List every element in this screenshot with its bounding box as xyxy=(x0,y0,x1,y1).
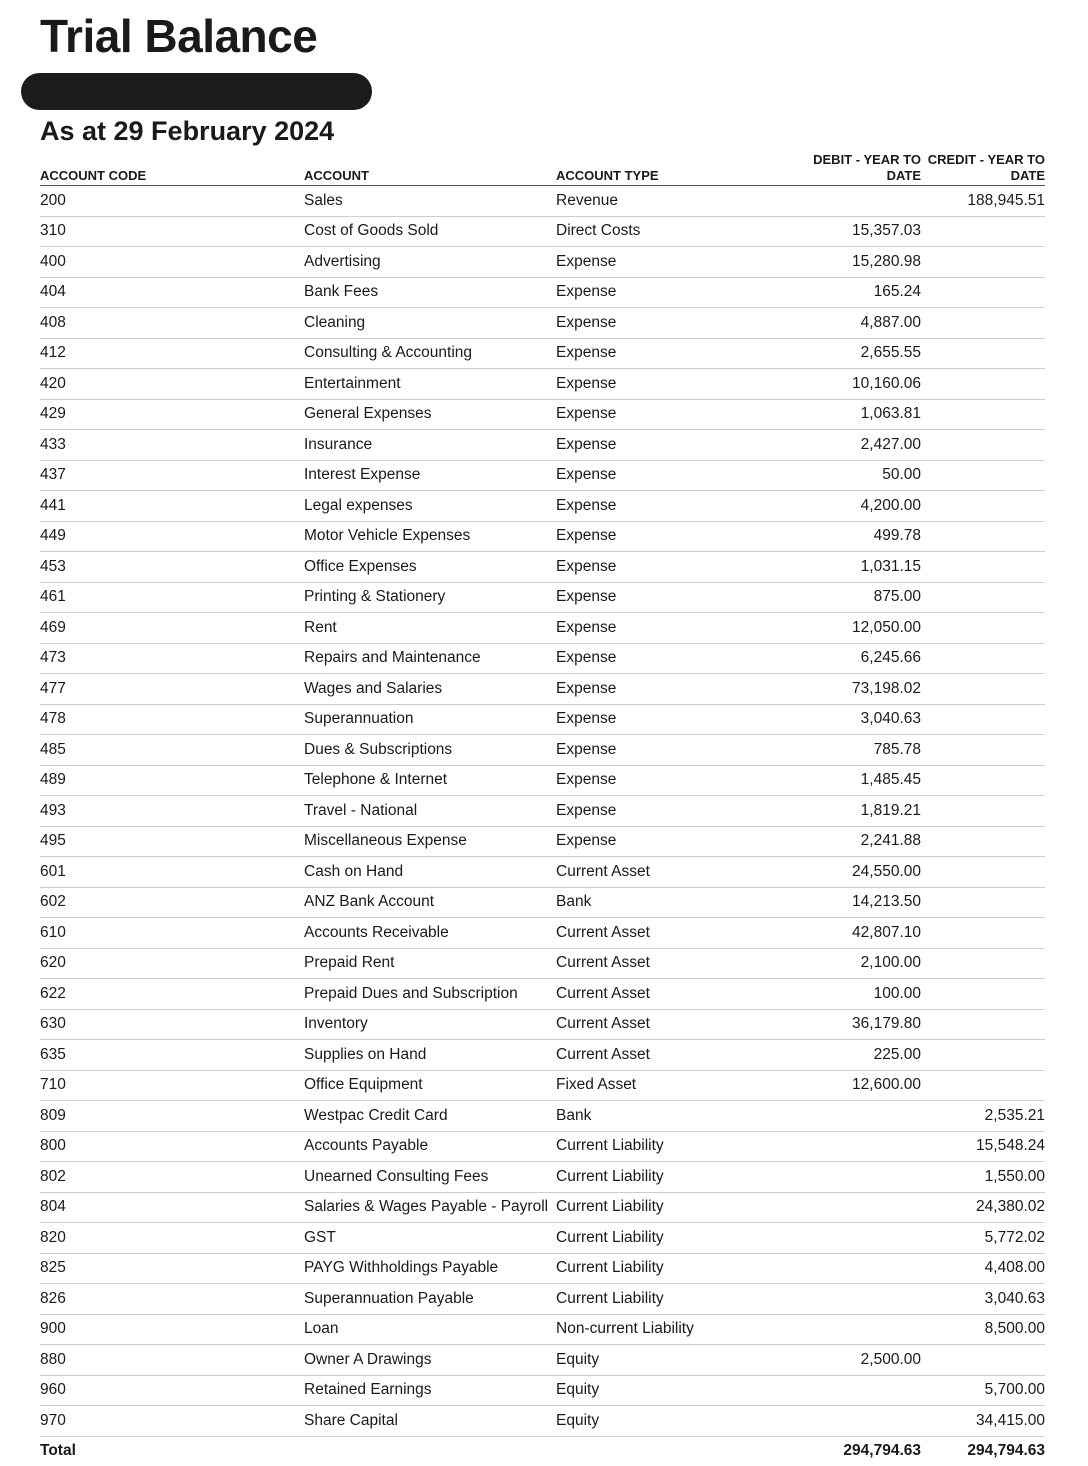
debit-cell: 2,241.88 xyxy=(752,826,921,857)
credit-cell xyxy=(921,521,1045,552)
account-name-cell: GST xyxy=(304,1223,556,1254)
column-header-account-code: ACCOUNT CODE xyxy=(40,148,304,186)
debit-cell xyxy=(752,1284,921,1315)
table-row xyxy=(40,857,1045,888)
account-type-cell: Expense xyxy=(556,582,752,613)
debit-cell: 3,040.63 xyxy=(752,704,921,735)
account-code-cell: 601 xyxy=(40,857,304,888)
debit-cell xyxy=(752,1375,921,1406)
debit-cell: 15,280.98 xyxy=(752,247,921,278)
account-type-cell: Bank xyxy=(556,887,752,918)
account-code-cell: 200 xyxy=(40,186,304,217)
page-title: Trial Balance xyxy=(40,10,318,62)
account-name-cell: Accounts Payable xyxy=(304,1131,556,1162)
table-row xyxy=(40,1375,1045,1406)
account-type-cell: Expense xyxy=(556,735,752,766)
table-row xyxy=(40,796,1045,827)
debit-cell: 42,807.10 xyxy=(752,918,921,949)
account-code-cell: 800 xyxy=(40,1131,304,1162)
account-type-cell: Current Asset xyxy=(556,1009,752,1040)
account-code-cell: 485 xyxy=(40,735,304,766)
table-row xyxy=(40,1253,1045,1284)
account-code-cell: 710 xyxy=(40,1070,304,1101)
table-row xyxy=(40,582,1045,613)
account-code-cell: 461 xyxy=(40,582,304,613)
debit-cell: 4,887.00 xyxy=(752,308,921,339)
debit-cell: 2,427.00 xyxy=(752,430,921,461)
account-type-cell: Direct Costs xyxy=(556,216,752,247)
table-row xyxy=(40,308,1045,339)
account-type-cell: Expense xyxy=(556,399,752,430)
account-name-cell: Prepaid Dues and Subscription xyxy=(304,979,556,1010)
account-code-cell: 453 xyxy=(40,552,304,583)
debit-cell: 1,063.81 xyxy=(752,399,921,430)
account-code-cell: 477 xyxy=(40,674,304,705)
account-code-cell: 880 xyxy=(40,1345,304,1376)
account-type-cell: Expense xyxy=(556,643,752,674)
debit-cell: 4,200.00 xyxy=(752,491,921,522)
total-account-empty xyxy=(304,1436,556,1466)
debit-cell: 165.24 xyxy=(752,277,921,308)
debit-cell xyxy=(752,1192,921,1223)
account-name-cell: Sales xyxy=(304,186,556,217)
account-name-cell: Westpac Credit Card xyxy=(304,1101,556,1132)
table-row xyxy=(40,1101,1045,1132)
account-code-cell: 469 xyxy=(40,613,304,644)
account-code-cell: 473 xyxy=(40,643,304,674)
account-code-cell: 630 xyxy=(40,1009,304,1040)
account-code-cell: 408 xyxy=(40,308,304,339)
account-name-cell: Accounts Receivable xyxy=(304,918,556,949)
account-name-cell: Printing & Stationery xyxy=(304,582,556,613)
account-type-cell: Expense xyxy=(556,369,752,400)
debit-cell: 14,213.50 xyxy=(752,887,921,918)
account-name-cell: Supplies on Hand xyxy=(304,1040,556,1071)
account-name-cell: General Expenses xyxy=(304,399,556,430)
table-row xyxy=(40,1284,1045,1315)
credit-cell xyxy=(921,918,1045,949)
account-name-cell: Dues & Subscriptions xyxy=(304,735,556,766)
credit-cell xyxy=(921,796,1045,827)
account-type-cell: Expense xyxy=(556,674,752,705)
report-date-subtitle: As at 29 February 2024 xyxy=(40,116,335,146)
column-header-credit-line1: CREDIT - YEAR TO xyxy=(927,152,1045,167)
table-row xyxy=(40,399,1045,430)
credit-cell xyxy=(921,1009,1045,1040)
account-type-cell: Expense xyxy=(556,765,752,796)
account-type-cell: Current Liability xyxy=(556,1192,752,1223)
account-type-cell: Current Asset xyxy=(556,857,752,888)
account-type-cell: Equity xyxy=(556,1375,752,1406)
credit-cell xyxy=(921,247,1045,278)
table-row xyxy=(40,430,1045,461)
account-name-cell: Superannuation Payable xyxy=(304,1284,556,1315)
column-header-credit-line2: DATE xyxy=(1010,168,1045,183)
debit-cell: 36,179.80 xyxy=(752,1009,921,1040)
account-code-cell: 610 xyxy=(40,918,304,949)
account-type-cell: Expense xyxy=(556,308,752,339)
credit-cell xyxy=(921,1345,1045,1376)
account-type-cell: Expense xyxy=(556,430,752,461)
account-name-cell: Miscellaneous Expense xyxy=(304,826,556,857)
debit-cell xyxy=(752,1131,921,1162)
table-row xyxy=(40,1070,1045,1101)
column-header-account: ACCOUNT xyxy=(304,148,556,186)
account-code-cell: 433 xyxy=(40,430,304,461)
debit-cell xyxy=(752,1162,921,1193)
account-type-cell: Expense xyxy=(556,338,752,369)
account-name-cell: Unearned Consulting Fees xyxy=(304,1162,556,1193)
account-name-cell: ANZ Bank Account xyxy=(304,887,556,918)
credit-cell: 188,945.51 xyxy=(921,186,1045,217)
credit-cell xyxy=(921,369,1045,400)
account-type-cell: Expense xyxy=(556,521,752,552)
total-debit: 294,794.63 xyxy=(843,1442,921,1460)
account-name-cell: Wages and Salaries xyxy=(304,674,556,705)
account-type-cell: Bank xyxy=(556,1101,752,1132)
debit-cell xyxy=(752,1314,921,1345)
credit-cell xyxy=(921,704,1045,735)
account-code-cell: 495 xyxy=(40,826,304,857)
table-row xyxy=(40,887,1045,918)
debit-cell: 1,485.45 xyxy=(752,765,921,796)
account-type-cell: Current Asset xyxy=(556,948,752,979)
table-row xyxy=(40,704,1045,735)
account-type-cell: Expense xyxy=(556,277,752,308)
account-type-cell: Current Liability xyxy=(556,1162,752,1193)
account-code-cell: 412 xyxy=(40,338,304,369)
account-code-cell: 809 xyxy=(40,1101,304,1132)
debit-cell xyxy=(752,1253,921,1284)
table-row xyxy=(40,1314,1045,1345)
table-row xyxy=(40,1131,1045,1162)
account-name-cell: Telephone & Internet xyxy=(304,765,556,796)
account-name-cell: Interest Expense xyxy=(304,460,556,491)
table-row xyxy=(40,1345,1045,1376)
debit-cell: 73,198.02 xyxy=(752,674,921,705)
table-row xyxy=(40,216,1045,247)
account-code-cell: 404 xyxy=(40,277,304,308)
column-header-debit-line2: DATE xyxy=(886,168,921,183)
credit-cell xyxy=(921,826,1045,857)
account-code-cell: 826 xyxy=(40,1284,304,1315)
total-credit: 294,794.63 xyxy=(967,1442,1045,1460)
table-row xyxy=(40,643,1045,674)
table-row xyxy=(40,979,1045,1010)
table-row xyxy=(40,1223,1045,1254)
table-row xyxy=(40,1009,1045,1040)
account-code-cell: 622 xyxy=(40,979,304,1010)
account-code-cell: 493 xyxy=(40,796,304,827)
account-name-cell: Salaries & Wages Payable - Payroll xyxy=(304,1192,556,1223)
column-header-credit xyxy=(921,148,1045,186)
account-type-cell: Current Asset xyxy=(556,918,752,949)
credit-cell xyxy=(921,216,1045,247)
account-type-cell: Expense xyxy=(556,826,752,857)
account-name-cell: Insurance xyxy=(304,430,556,461)
credit-cell xyxy=(921,552,1045,583)
account-name-cell: PAYG Withholdings Payable xyxy=(304,1253,556,1284)
account-name-cell: Consulting & Accounting xyxy=(304,338,556,369)
credit-cell xyxy=(921,643,1045,674)
debit-cell: 1,031.15 xyxy=(752,552,921,583)
account-name-cell: Repairs and Maintenance xyxy=(304,643,556,674)
account-name-cell: Bank Fees xyxy=(304,277,556,308)
table-row xyxy=(40,1406,1045,1437)
total-label: Total xyxy=(40,1442,76,1460)
credit-cell: 8,500.00 xyxy=(921,1314,1045,1345)
debit-cell: 12,050.00 xyxy=(752,613,921,644)
table-row xyxy=(40,1162,1045,1193)
debit-cell: 50.00 xyxy=(752,460,921,491)
credit-cell xyxy=(921,979,1045,1010)
account-code-cell: 804 xyxy=(40,1192,304,1223)
debit-cell xyxy=(752,1406,921,1437)
account-code-cell: 489 xyxy=(40,765,304,796)
account-code-cell: 478 xyxy=(40,704,304,735)
account-name-cell: Legal expenses xyxy=(304,491,556,522)
credit-cell: 34,415.00 xyxy=(921,1406,1045,1437)
credit-cell: 5,700.00 xyxy=(921,1375,1045,1406)
account-name-cell: Office Equipment xyxy=(304,1070,556,1101)
debit-cell: 2,100.00 xyxy=(752,948,921,979)
table-row xyxy=(40,918,1045,949)
credit-cell xyxy=(921,948,1045,979)
account-code-cell: 400 xyxy=(40,247,304,278)
account-code-cell: 820 xyxy=(40,1223,304,1254)
account-type-cell: Expense xyxy=(556,552,752,583)
account-name-cell: Owner A Drawings xyxy=(304,1345,556,1376)
total-row xyxy=(40,1436,1045,1466)
table-row xyxy=(40,460,1045,491)
table-row xyxy=(40,521,1045,552)
account-type-cell: Current Asset xyxy=(556,979,752,1010)
table-row xyxy=(40,186,1045,217)
debit-cell xyxy=(752,186,921,217)
account-type-cell: Fixed Asset xyxy=(556,1070,752,1101)
account-name-cell: Loan xyxy=(304,1314,556,1345)
credit-cell xyxy=(921,582,1045,613)
credit-cell xyxy=(921,857,1045,888)
account-name-cell: Cleaning xyxy=(304,308,556,339)
account-name-cell: Travel - National xyxy=(304,796,556,827)
debit-cell: 10,160.06 xyxy=(752,369,921,400)
credit-cell: 1,550.00 xyxy=(921,1162,1045,1193)
table-row xyxy=(40,948,1045,979)
credit-cell xyxy=(921,1070,1045,1101)
table-row xyxy=(40,338,1045,369)
account-code-cell: 429 xyxy=(40,399,304,430)
debit-cell: 785.78 xyxy=(752,735,921,766)
account-type-cell: Current Liability xyxy=(556,1131,752,1162)
account-name-cell: Prepaid Rent xyxy=(304,948,556,979)
account-type-cell: Current Liability xyxy=(556,1253,752,1284)
debit-cell xyxy=(752,1223,921,1254)
account-code-cell: 310 xyxy=(40,216,304,247)
table-header-row xyxy=(40,148,1045,186)
account-type-cell: Current Liability xyxy=(556,1284,752,1315)
credit-cell xyxy=(921,735,1045,766)
account-name-cell: Advertising xyxy=(304,247,556,278)
account-code-cell: 802 xyxy=(40,1162,304,1193)
account-type-cell: Revenue xyxy=(556,186,752,217)
account-name-cell: Retained Earnings xyxy=(304,1375,556,1406)
debit-cell: 225.00 xyxy=(752,1040,921,1071)
credit-cell xyxy=(921,613,1045,644)
table-row xyxy=(40,613,1045,644)
table-row xyxy=(40,1192,1045,1223)
credit-cell xyxy=(921,430,1045,461)
column-header-debit xyxy=(752,148,921,186)
credit-cell xyxy=(921,887,1045,918)
debit-cell: 15,357.03 xyxy=(752,216,921,247)
account-type-cell: Current Asset xyxy=(556,1040,752,1071)
credit-cell xyxy=(921,1040,1045,1071)
account-code-cell: 960 xyxy=(40,1375,304,1406)
total-type-empty xyxy=(556,1436,752,1466)
account-type-cell: Expense xyxy=(556,704,752,735)
credit-cell xyxy=(921,399,1045,430)
account-code-cell: 602 xyxy=(40,887,304,918)
table-row xyxy=(40,369,1045,400)
redaction-bar xyxy=(21,73,372,110)
account-name-cell: Share Capital xyxy=(304,1406,556,1437)
debit-cell xyxy=(752,1101,921,1132)
debit-cell: 2,500.00 xyxy=(752,1345,921,1376)
account-type-cell: Equity xyxy=(556,1406,752,1437)
account-type-cell: Expense xyxy=(556,613,752,644)
credit-cell xyxy=(921,338,1045,369)
account-name-cell: Motor Vehicle Expenses xyxy=(304,521,556,552)
debit-cell: 24,550.00 xyxy=(752,857,921,888)
account-type-cell: Expense xyxy=(556,247,752,278)
table-row xyxy=(40,277,1045,308)
credit-cell: 15,548.24 xyxy=(921,1131,1045,1162)
table-row xyxy=(40,826,1045,857)
credit-cell xyxy=(921,277,1045,308)
account-code-cell: 900 xyxy=(40,1314,304,1345)
account-code-cell: 635 xyxy=(40,1040,304,1071)
table-row xyxy=(40,735,1045,766)
debit-cell: 875.00 xyxy=(752,582,921,613)
credit-cell xyxy=(921,308,1045,339)
table-row xyxy=(40,552,1045,583)
account-name-cell: Inventory xyxy=(304,1009,556,1040)
account-type-cell: Expense xyxy=(556,460,752,491)
account-name-cell: Superannuation xyxy=(304,704,556,735)
column-header-account-type: ACCOUNT TYPE xyxy=(556,148,752,186)
credit-cell: 5,772.02 xyxy=(921,1223,1045,1254)
account-name-cell: Office Expenses xyxy=(304,552,556,583)
account-code-cell: 970 xyxy=(40,1406,304,1437)
account-name-cell: Cash on Hand xyxy=(304,857,556,888)
account-code-cell: 441 xyxy=(40,491,304,522)
credit-cell: 24,380.02 xyxy=(921,1192,1045,1223)
account-type-cell: Expense xyxy=(556,796,752,827)
credit-cell: 3,040.63 xyxy=(921,1284,1045,1315)
account-name-cell: Cost of Goods Sold xyxy=(304,216,556,247)
credit-cell: 4,408.00 xyxy=(921,1253,1045,1284)
account-type-cell: Equity xyxy=(556,1345,752,1376)
account-type-cell: Current Liability xyxy=(556,1223,752,1254)
credit-cell xyxy=(921,460,1045,491)
table-row xyxy=(40,247,1045,278)
debit-cell: 2,655.55 xyxy=(752,338,921,369)
account-code-cell: 437 xyxy=(40,460,304,491)
account-code-cell: 449 xyxy=(40,521,304,552)
debit-cell: 499.78 xyxy=(752,521,921,552)
table-row xyxy=(40,765,1045,796)
credit-cell xyxy=(921,674,1045,705)
account-code-cell: 825 xyxy=(40,1253,304,1284)
credit-cell: 2,535.21 xyxy=(921,1101,1045,1132)
debit-cell: 1,819.21 xyxy=(752,796,921,827)
account-type-cell: Non-current Liability xyxy=(556,1314,752,1345)
credit-cell xyxy=(921,491,1045,522)
credit-cell xyxy=(921,765,1045,796)
account-code-cell: 420 xyxy=(40,369,304,400)
account-name-cell: Rent xyxy=(304,613,556,644)
table-row xyxy=(40,491,1045,522)
account-name-cell: Entertainment xyxy=(304,369,556,400)
debit-cell: 6,245.66 xyxy=(752,643,921,674)
trial-balance-table xyxy=(40,148,1045,1466)
table-row xyxy=(40,674,1045,705)
account-code-cell: 620 xyxy=(40,948,304,979)
debit-cell: 12,600.00 xyxy=(752,1070,921,1101)
column-header-debit-line1: DEBIT - YEAR TO xyxy=(813,152,921,167)
account-type-cell: Expense xyxy=(556,491,752,522)
debit-cell: 100.00 xyxy=(752,979,921,1010)
table-row xyxy=(40,1040,1045,1071)
